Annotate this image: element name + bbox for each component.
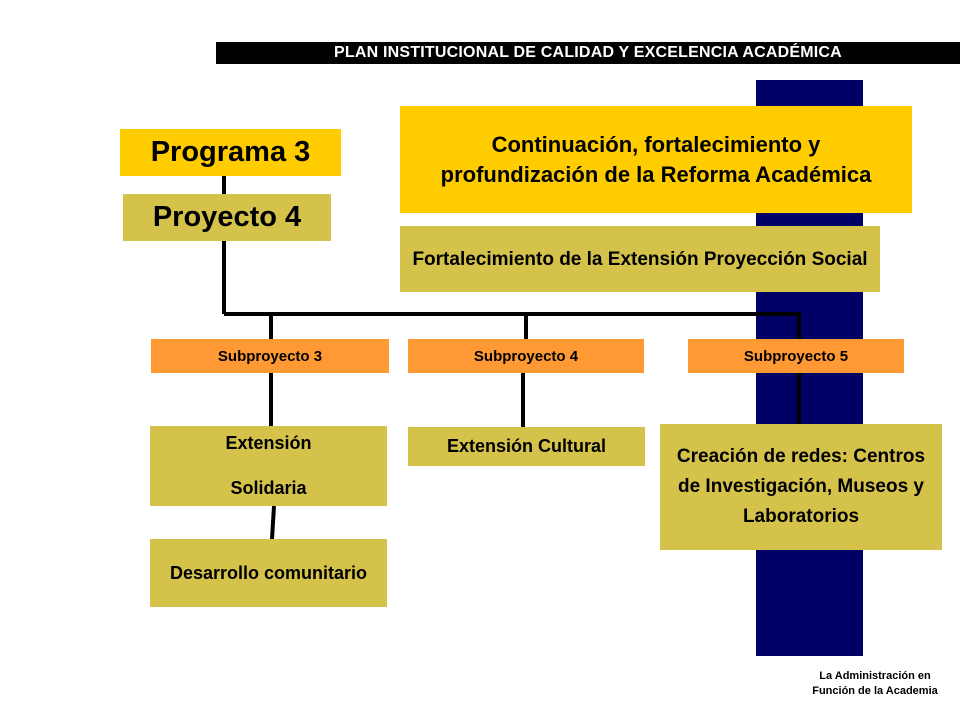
extension-solidaria-box — [150, 426, 387, 506]
desarrollo-comunitario-box: Desarrollo comunitario — [150, 539, 387, 607]
programa-description-box: Continuación, fortalecimiento y profundización de la Reforma Académica — [400, 106, 912, 213]
subproyecto-5-box: Subproyecto 5 — [688, 339, 904, 373]
creacion-redes-box: Creación de redes: Centros de Investigación, Museos y Laboratorios — [660, 424, 942, 550]
page-title: PLAN INSTITUCIONAL DE CALIDAD Y EXCELENCIA ACADÉMICA — [216, 42, 960, 64]
proyecto-description-box: Fortalecimiento de la Extensión Proyección Social — [400, 226, 880, 292]
footer-caption: La Administración en Función de la Academia — [812, 670, 938, 697]
extension-solidaria-line1: Extensión — [225, 433, 312, 453]
subproyecto-4-box: Subproyecto 4 — [408, 339, 644, 373]
connector-horizontal-bus — [224, 314, 799, 339]
programa-box: Programa 3 — [120, 129, 341, 176]
extension-solidaria-line2: Solidaria — [230, 478, 307, 498]
proyecto-box: Proyecto 4 — [123, 194, 331, 241]
subproyecto-3-box: Subproyecto 3 — [151, 339, 389, 373]
extension-cultural-box: Extensión Cultural — [408, 427, 645, 466]
